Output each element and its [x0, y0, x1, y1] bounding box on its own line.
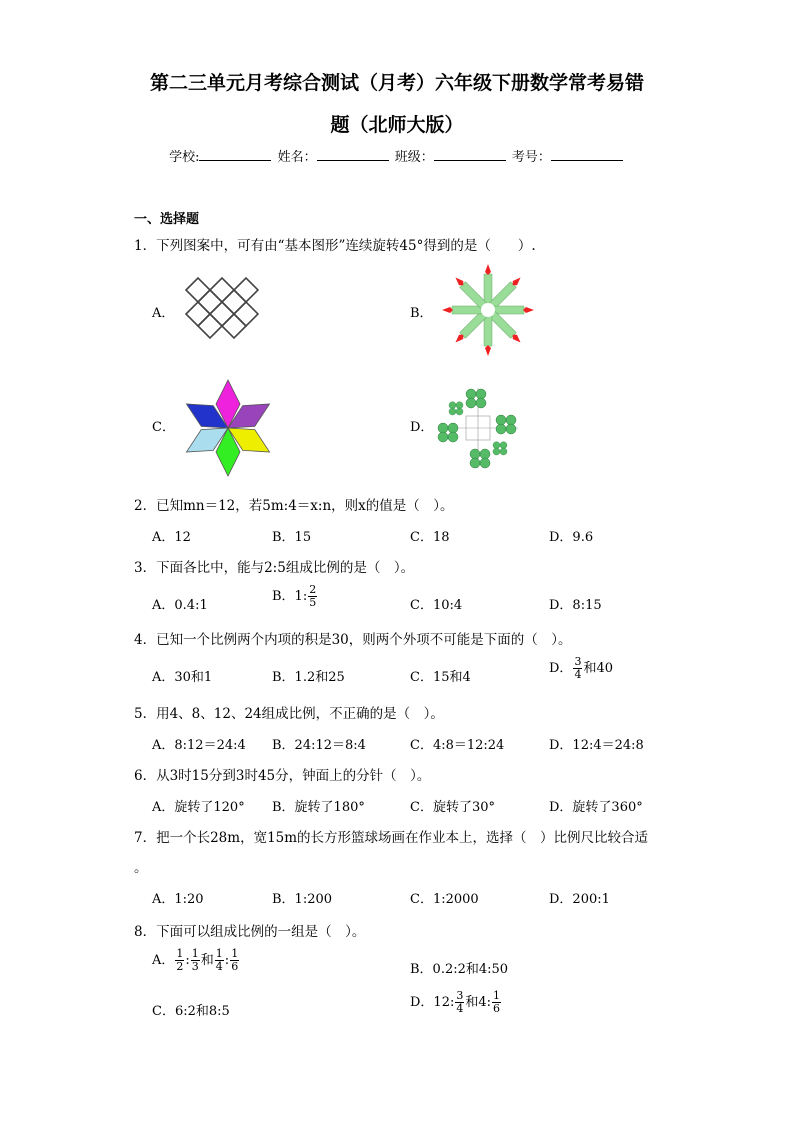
q2-option-b[interactable]: B．15: [272, 530, 312, 545]
q2-option-c[interactable]: C．18: [410, 530, 450, 545]
q4-option-d-suffix: 和40: [583, 661, 613, 676]
q8-option-b[interactable]: B．0.2:2和4:50: [410, 962, 509, 977]
q8-option-d-prefix: D．12:: [410, 995, 455, 1010]
name-label: 姓名：: [277, 150, 317, 165]
student-info-row: [0, 146, 794, 165]
q5-option-a[interactable]: A．8:12＝24:4: [152, 738, 246, 753]
fraction: [492, 990, 501, 1015]
q1-figure-c: [178, 374, 278, 482]
class-blank[interactable]: [434, 148, 506, 161]
question-1: 1．下列图案中，可有由“基本图形”连续旋转45°得到的是（ ）.: [134, 238, 536, 254]
fraction-denominator: 4: [456, 1002, 464, 1015]
q3-option-b-prefix: B．1:: [272, 589, 308, 604]
q7-option-c[interactable]: C．1:2000: [410, 892, 479, 907]
q7-option-a[interactable]: A．1:20: [152, 892, 204, 907]
q1-figure-d: [434, 384, 522, 472]
q4-option-b[interactable]: B．1.2和25: [272, 670, 345, 685]
question-7-continuation: 。: [134, 860, 148, 876]
q5-option-c[interactable]: C．4:8＝12:24: [410, 738, 505, 753]
q8-option-a-mid: 和: [200, 953, 214, 968]
q4-option-d-prefix: D．: [549, 661, 573, 676]
q5-option-d[interactable]: D．12:4＝24:8: [549, 738, 644, 753]
fraction: [191, 948, 200, 973]
q3-option-d[interactable]: D．8:15: [549, 598, 602, 613]
fraction: [573, 656, 582, 681]
q1-option-d-label[interactable]: D．: [410, 420, 434, 435]
fraction-denominator: 4: [574, 668, 582, 681]
fraction-numerator: 1: [493, 989, 501, 1002]
section-title: 一、选择题: [134, 212, 200, 227]
fraction-numerator: 1: [215, 947, 223, 960]
q8-option-c[interactable]: C．6:2和8:5: [152, 1004, 230, 1019]
fraction: [455, 990, 464, 1015]
fraction-denominator: 2: [176, 960, 184, 973]
q2-option-d[interactable]: D．9.6: [549, 530, 594, 545]
question-2: 2．已知mn＝12，若5m:4＝x:n，则x的值是（ ）。: [134, 498, 454, 514]
q8-option-d[interactable]: [410, 990, 502, 1015]
fraction-numerator: 1: [231, 947, 239, 960]
class-label: 班级：: [394, 150, 434, 165]
fraction-numerator: 3: [574, 655, 582, 668]
school-blank[interactable]: [199, 148, 271, 161]
number-label: 考号：: [511, 150, 551, 165]
q3-option-a[interactable]: A．0.4:1: [152, 598, 208, 613]
question-3: 3．下面各比中，能与2:5组成比例的是（ ）。: [134, 560, 415, 576]
fraction-numerator: 1: [176, 947, 184, 960]
question-5: 5．用4、8、12、24组成比例，不正确的是（ ）。: [134, 706, 444, 722]
q8-option-a-prefix: A．: [152, 953, 175, 968]
q7-option-b[interactable]: B．1:200: [272, 892, 333, 907]
fraction-numerator: 3: [456, 989, 464, 1002]
question-6: 6．从3时15分到3时45分，钟面上的分针（ ）。: [134, 768, 431, 784]
q4-option-d[interactable]: [549, 656, 613, 681]
fraction-denominator: 3: [191, 960, 199, 973]
q4-option-a[interactable]: A．30和1: [152, 670, 213, 685]
question-4: 4．已知一个比例两个内项的积是30，则两个外项不可能是下面的（ ）。: [134, 632, 572, 648]
q6-option-a[interactable]: A．旋转了120°: [152, 800, 245, 815]
fraction-denominator: 6: [231, 960, 239, 973]
page-title-line2: 题（北师大版）: [330, 114, 464, 136]
q6-option-c[interactable]: C．旋转了30°: [410, 800, 495, 815]
question-8: 8．下面可以组成比例的一组是（ ）。: [134, 924, 366, 940]
q1-figure-a: [180, 272, 264, 346]
question-7: 7．把一个长28m，宽15m的长方形篮球场画在作业本上，选择（ ）比例尺比较合适: [134, 830, 649, 846]
q8-option-d-mid: 和4:: [465, 995, 492, 1010]
q1-option-a-label[interactable]: A．: [152, 306, 175, 321]
q2-option-a[interactable]: A．12: [152, 530, 191, 545]
q1-option-b-label[interactable]: B．: [410, 306, 433, 321]
fraction: [230, 948, 239, 973]
q8-option-a[interactable]: A． $\frac{1}{2}$ : $\frac{1}{3}$ 和 $\frac{1}{4}$ : $\frac{1}{6}$: [152, 947, 239, 973]
fraction-numerator: 1: [191, 947, 199, 960]
fraction: [175, 948, 184, 973]
q3-option-c[interactable]: C．10:4: [410, 598, 463, 613]
page-title-line1: 第二三单元月考综合测试（月考）六年级下册数学常考易错: [149, 72, 644, 94]
number-blank[interactable]: [551, 148, 623, 161]
name-blank[interactable]: [317, 148, 389, 161]
q6-option-d[interactable]: D．旋转了360°: [549, 800, 643, 815]
fraction: [215, 948, 224, 973]
fraction: [308, 584, 317, 609]
fraction-numerator: 2: [309, 583, 317, 596]
q1-option-c-label[interactable]: C．: [152, 420, 175, 435]
q3-option-b[interactable]: [272, 584, 318, 609]
q6-option-b[interactable]: B．旋转了180°: [272, 800, 365, 815]
q1-figure-b: [436, 262, 540, 358]
q4-option-c[interactable]: C．15和4: [410, 670, 471, 685]
q5-option-b[interactable]: B．24:12＝8:4: [272, 738, 366, 753]
fraction-denominator: 6: [493, 1002, 501, 1015]
fraction-denominator: 4: [215, 960, 223, 973]
q7-option-d[interactable]: D．200:1: [549, 892, 610, 907]
school-label: 学校:: [169, 150, 200, 165]
fraction-denominator: 5: [309, 596, 317, 609]
